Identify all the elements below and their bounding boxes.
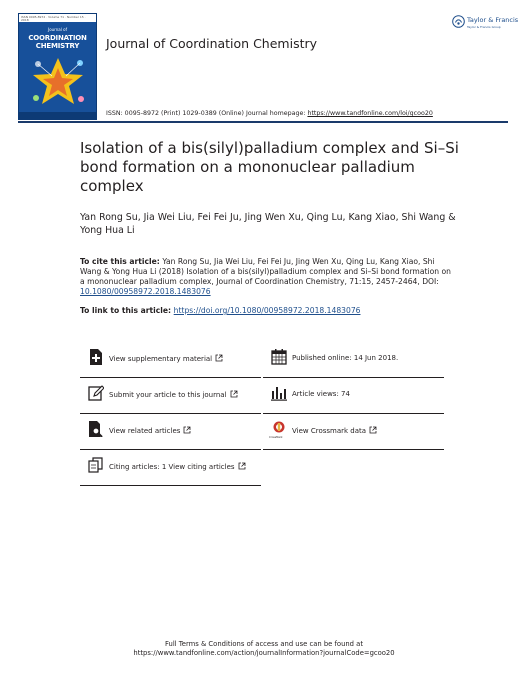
article-views-label: Article views: 74 bbox=[292, 390, 350, 398]
related-articles-label: View related articles bbox=[109, 427, 181, 435]
view-crossmark-data-link[interactable] bbox=[263, 421, 444, 457]
supplementary-label: View supplementary material bbox=[109, 355, 213, 363]
crossmark-label: View Crossmark data bbox=[292, 427, 367, 435]
cover-strip-text: ISSN 0095-8972 · Volume 71 · Number 15 · 2018 bbox=[21, 15, 86, 22]
citation-block bbox=[80, 257, 455, 297]
item-divider bbox=[80, 485, 261, 486]
publisher-subname: Taylor & Francis Group bbox=[467, 25, 501, 29]
bar-chart-icon bbox=[271, 385, 287, 401]
citation-doi-link[interactable]: 10.1080/00958972.2018.1483076 bbox=[80, 287, 211, 296]
submit-article-label: Submit your article to this journal bbox=[109, 391, 227, 399]
external-link-icon bbox=[183, 426, 191, 434]
issn-line bbox=[106, 110, 433, 117]
edit-pencil-icon bbox=[88, 385, 104, 401]
external-link-icon bbox=[238, 462, 246, 470]
view-related-articles-link[interactable] bbox=[80, 421, 261, 457]
item-divider bbox=[263, 449, 444, 450]
citation-label: To cite this article: bbox=[80, 257, 163, 266]
publisher-emblem-icon bbox=[452, 15, 465, 28]
publisher-logo[interactable] bbox=[452, 14, 519, 36]
view-supplementary-material-link[interactable] bbox=[80, 349, 261, 385]
cover-journal-line-2: COORDINATION CHEMISTRY bbox=[28, 34, 87, 50]
journal-title[interactable]: Journal of Coordination Chemistry bbox=[106, 36, 318, 51]
citing-articles-label: Citing articles: 1 View citing articles bbox=[109, 463, 235, 471]
external-link-icon bbox=[215, 354, 223, 362]
item-divider bbox=[80, 413, 261, 414]
article-title: Isolation of a bis(silyl)palladium complex and Si–Si bond formation on a mononuclear palladium complex bbox=[80, 139, 459, 195]
published-online-date bbox=[263, 349, 444, 385]
cover-top-strip bbox=[19, 14, 96, 22]
article-views-count bbox=[263, 385, 444, 421]
external-link-icon bbox=[369, 426, 377, 434]
calendar-icon bbox=[271, 349, 287, 365]
citation-text: Yan Rong Su, Jia Wei Liu, Fei Fei Ju, Jing Wen Xu, Qing Lu, Kang Xiao, Shi Wang & Yong Hua Li (2018) Isolation of a bis(silyl)palladium complex and Si–Si bond formation on a mononuclear palladium complex, Journal of Coordination Chemistry, 71:15, 2457-2464, DOI: bbox=[80, 257, 451, 286]
article-link-line bbox=[80, 306, 360, 315]
item-divider bbox=[80, 449, 261, 450]
submit-article-link[interactable] bbox=[80, 385, 261, 421]
article-link-label: To link to this article: bbox=[80, 306, 174, 315]
cover-bottom-band bbox=[19, 112, 96, 119]
issn-text: ISSN: 0095-8972 (Print) 1029-0389 (Online) Journal homepage: bbox=[106, 110, 308, 117]
item-divider bbox=[263, 413, 444, 414]
journal-cover-image bbox=[18, 13, 97, 120]
item-divider bbox=[263, 377, 444, 378]
publisher-name: Taylor & Francis bbox=[467, 16, 519, 24]
citing-articles-icon bbox=[88, 457, 104, 473]
header-divider bbox=[18, 121, 508, 123]
terms-footer bbox=[0, 640, 528, 658]
footer-line-1: Full Terms & Conditions of access and use can be found at bbox=[165, 640, 363, 648]
cover-molecule-art-icon bbox=[28, 54, 88, 109]
article-doi-link[interactable]: https://doi.org/10.1080/00958972.2018.1483076 bbox=[173, 306, 361, 315]
related-articles-search-icon bbox=[88, 421, 104, 437]
footer-terms-link[interactable]: https://www.tandfonline.com/action/journalInformation?journalCode=gcoo20 bbox=[133, 649, 395, 657]
article-authors: Yan Rong Su, Jia Wei Liu, Fei Fei Ju, Jing Wen Xu, Qing Lu, Kang Xiao, Shi Wang & Yong Hua Li bbox=[80, 212, 456, 236]
external-link-icon bbox=[230, 390, 238, 398]
supplementary-file-icon bbox=[88, 349, 104, 365]
citing-articles-link[interactable] bbox=[80, 457, 261, 493]
crossmark-logo-text: CrossMark bbox=[269, 436, 283, 439]
journal-homepage-link[interactable]: https://www.tandfonline.com/loi/gcoo20 bbox=[307, 110, 433, 117]
published-online-label: Published online: 14 Jun 2018. bbox=[292, 354, 399, 362]
item-divider bbox=[80, 377, 261, 378]
crossmark-logo-icon bbox=[271, 421, 287, 437]
cover-journal-line-1: Journal of bbox=[48, 27, 67, 32]
